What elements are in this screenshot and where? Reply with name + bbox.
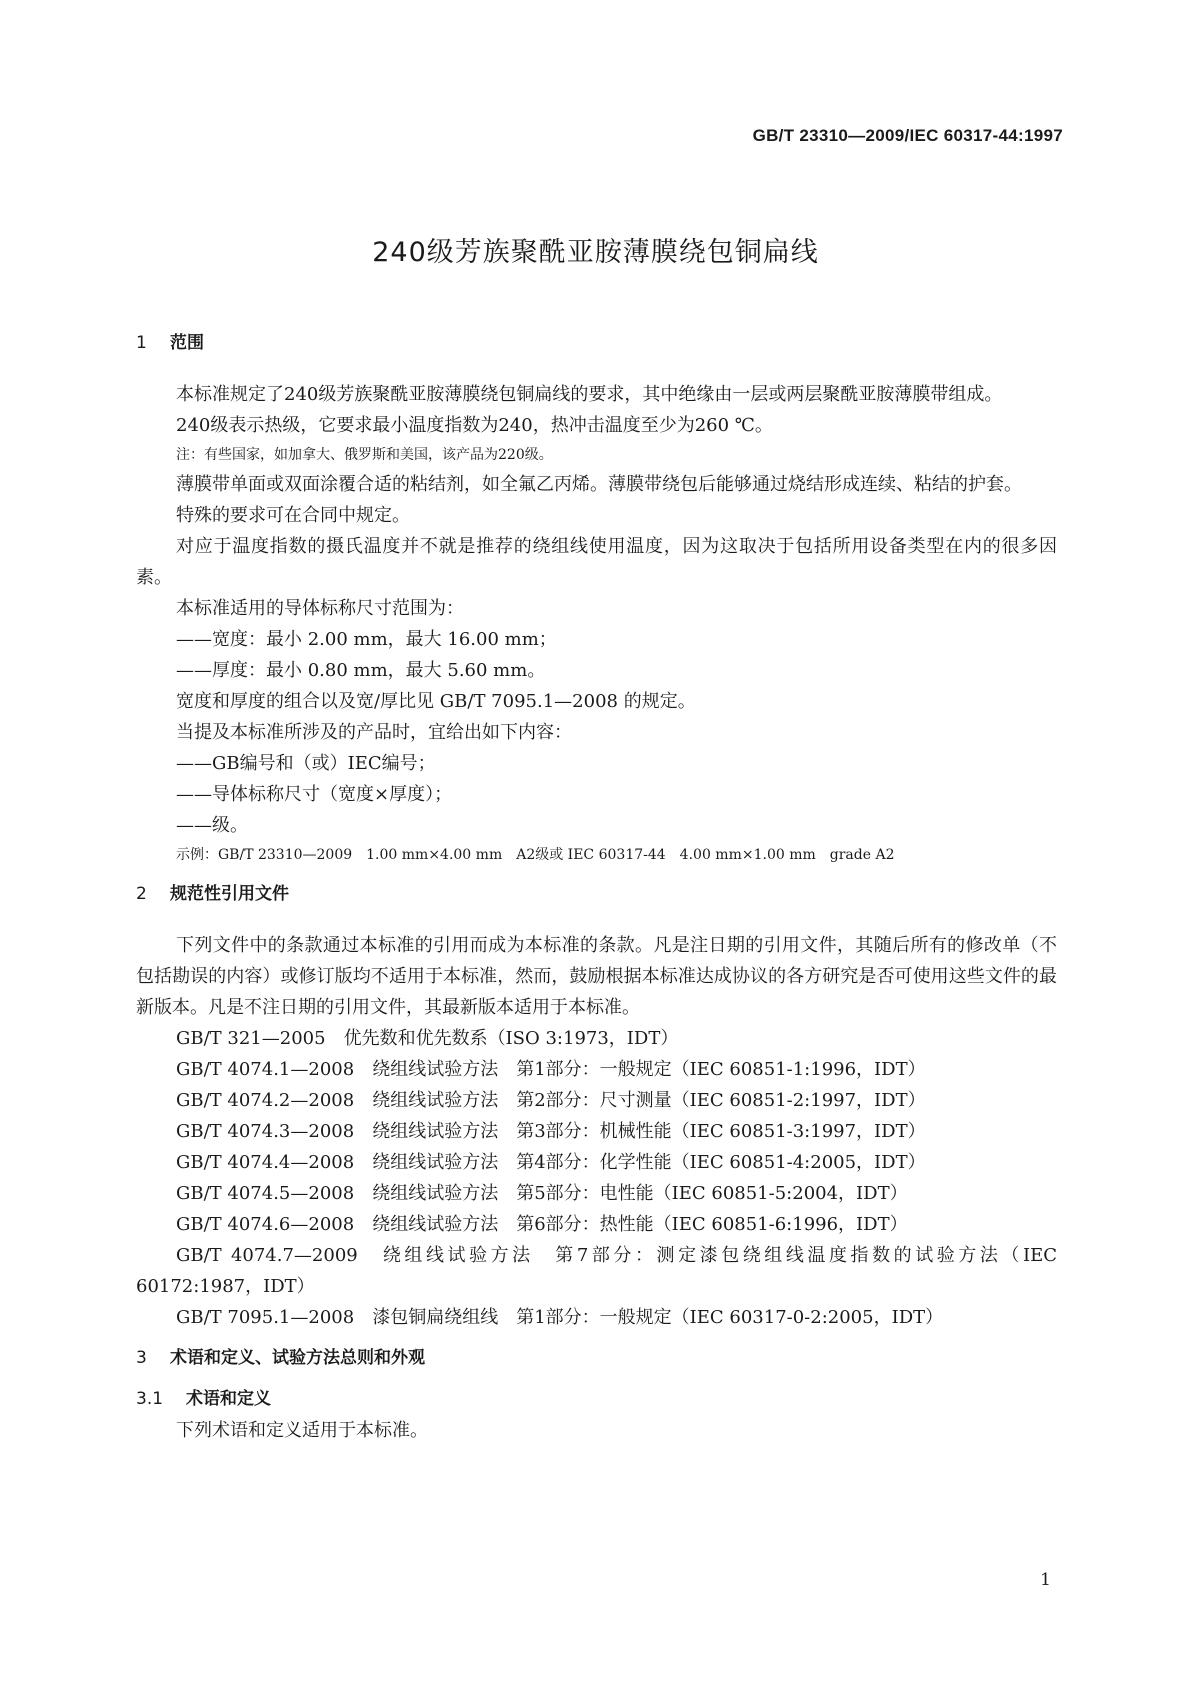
note: 注：有些国家，如加拿大、俄罗斯和美国，该产品为220级。 [176, 447, 553, 463]
reference-item: GB/T 4074.3—2008 绕组线试验方法 第3部分：机械性能（IEC 60851-3:1997，IDT） [176, 1121, 926, 1142]
example: 示例：GB/T 23310—2009 1.00 mm×4.00 mm A2级或 IEC 60317-44 4.00 mm×1.00 mm grade A2 [176, 847, 895, 863]
list-item: ——宽度：最小 2.00 mm，最大 16.00 mm； [176, 629, 557, 650]
section-number: 2 [136, 884, 147, 904]
list-item: ——级。 [176, 815, 248, 836]
document-body [136, 328, 1057, 1446]
paragraph: 薄膜带单面或双面涂覆合适的粘结剂，如全氟乙丙烯。薄膜带绕包后能够通过烧结形成连续、粘结的护套。 [176, 474, 1022, 495]
paragraph: 对应于温度指数的摄氏温度并不就是推荐的绕组线使用温度，因为这取决于包括所用设备类型在内的很多因素。 [136, 536, 1057, 588]
document-title: 240级芳族聚酰亚胺薄膜绕包铜扁线 [372, 237, 819, 268]
standard-code-header: GB/T 23310—2009/IEC 60317-44:1997 [752, 126, 1063, 145]
paragraph: 本标准适用的导体标称尺寸范围为： [176, 598, 464, 619]
reference-item: GB/T 7095.1—2008 漆包铜扁绕组线 第1部分：一般规定（IEC 60317-0-2:2005，IDT） [176, 1307, 944, 1328]
section-title: 规范性引用文件 [170, 884, 289, 904]
reference-item: GB/T 4074.7—2009 绕组线试验方法 第7部分：测定漆包绕组线温度指数的试验方法（IEC 60172:1987，IDT） [136, 1245, 1057, 1297]
list-item: ——厚度：最小 0.80 mm，最大 5.60 mm。 [176, 660, 546, 681]
reference-list [136, 1023, 1057, 1333]
paragraph: 下列术语和定义适用于本标准。 [176, 1420, 428, 1441]
section-number: 3 [136, 1348, 147, 1368]
paragraph: 本标准规定了240级芳族聚酰亚胺薄膜绕包铜扁线的要求，其中绝缘由一层或两层聚酰亚胺薄膜带组成。 [176, 384, 1003, 405]
paragraph: 当提及本标准所涉及的产品时，宜给出如下内容： [176, 722, 572, 743]
section-2-heading [136, 879, 1057, 910]
section-1-heading [136, 328, 1057, 359]
page-number: 1 [1040, 1570, 1051, 1590]
paragraph: 宽度和厚度的组合以及宽/厚比见 GB/T 7095.1—2008 的规定。 [176, 691, 696, 712]
reference-item: GB/T 4074.4—2008 绕组线试验方法 第4部分：化学性能（IEC 60851-4:2005，IDT） [176, 1152, 926, 1173]
paragraph: 240级表示热级，它要求最小温度指数为240，热冲击温度至少为260 ℃。 [176, 415, 773, 436]
subsection-number: 3.1 [136, 1389, 164, 1409]
reference-item: GB/T 4074.1—2008 绕组线试验方法 第1部分：一般规定（IEC 60851-1:1996，IDT） [176, 1059, 926, 1080]
section-3-heading [136, 1343, 1057, 1374]
reference-item: GB/T 321—2005 优先数和优先数系（ISO 3:1973，IDT） [176, 1028, 679, 1049]
paragraph: 下列文件中的条款通过本标准的引用而成为本标准的条款。凡是注日期的引用文件，其随后所有的修改单（不包括勘误的内容）或修订版均不适用于本标准，然而，鼓励根据本标准达成协议的各方研究是否可使用这些文件的最新版本。凡是不注日期的引用文件，其最新版本适用于本标准。 [136, 935, 1057, 1018]
list-item: ——GB编号和（或）IEC编号； [176, 753, 436, 774]
section-title: 范围 [170, 333, 204, 353]
paragraph: 特殊的要求可在合同中规定。 [176, 505, 410, 526]
section-number: 1 [136, 333, 147, 353]
subsection-3-1-heading [136, 1384, 1057, 1415]
reference-item: GB/T 4074.6—2008 绕组线试验方法 第6部分：热性能（IEC 60851-6:1996，IDT） [176, 1214, 908, 1235]
reference-item: GB/T 4074.2—2008 绕组线试验方法 第2部分：尺寸测量（IEC 60851-2:1997，IDT） [176, 1090, 926, 1111]
reference-item: GB/T 4074.5—2008 绕组线试验方法 第5部分：电性能（IEC 60851-5:2004，IDT） [176, 1183, 908, 1204]
list-item: ——导体标称尺寸（宽度×厚度）； [176, 784, 453, 805]
subsection-title: 术语和定义 [186, 1389, 271, 1409]
section-title: 术语和定义、试验方法总则和外观 [170, 1348, 425, 1368]
